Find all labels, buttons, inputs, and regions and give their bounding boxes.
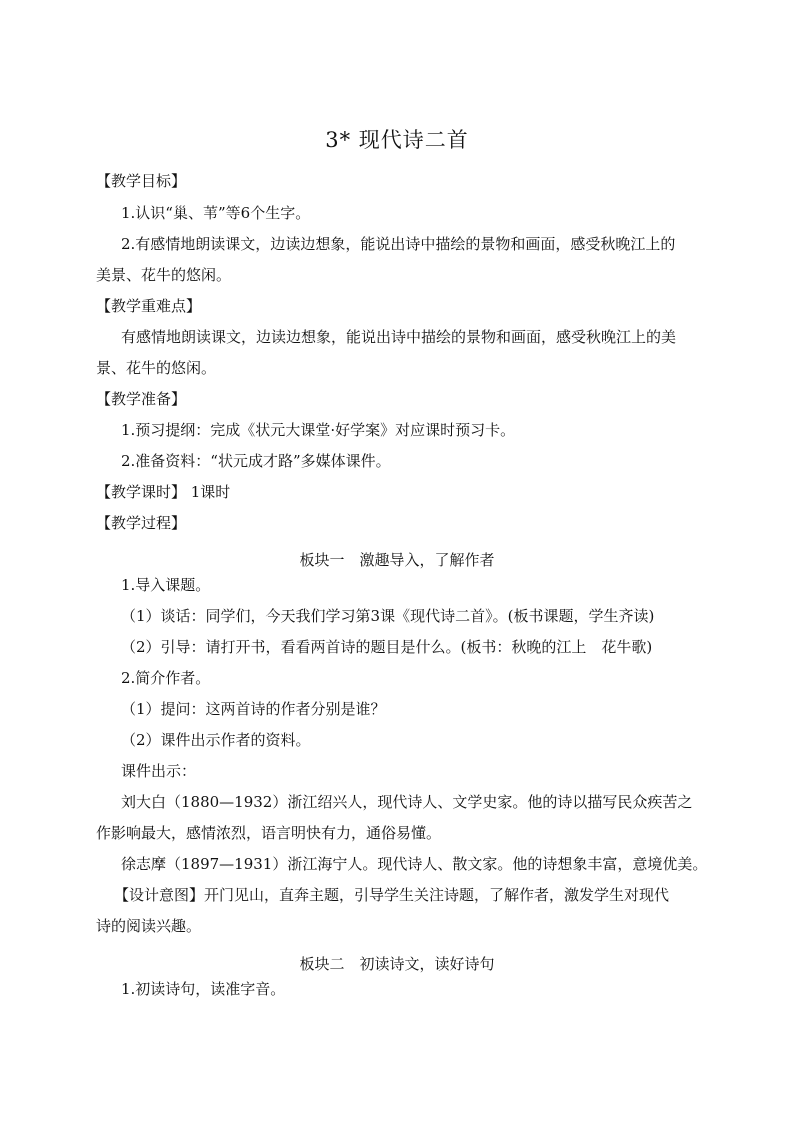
key-points-line-1: 有感情地朗读课文，边读边想象，能说出诗中描绘的景物和画面，感受秋晚江上的美 (121, 328, 677, 346)
step-2a: （1）提问：这两首诗的作者分别是谁？ (121, 700, 386, 718)
courseware-label: 课件出示： (121, 762, 197, 780)
lesson-time: 【教学课时】 1课时 (96, 483, 231, 501)
process-heading: 【教学过程】 (96, 514, 187, 532)
author-1-line-2: 作影响最大，感情浓烈，语言明快有力，通俗易懂。 (96, 824, 442, 842)
author-2: 徐志摩（1897—1931）浙江海宁人。现代诗人、散文家。他的诗想象丰富，意境优美。 (121, 855, 708, 873)
key-points-line-2: 景、花牛的悠闲。 (96, 359, 217, 377)
step-1a: （1）谈话：同学们，今天我们学习第3课《现代诗二首》。(板书课题，学生齐读) (121, 607, 655, 625)
design-intent-line-2: 诗的阅读兴趣。 (96, 917, 202, 935)
preparation-item-2: 2.准备资料：“状元成才路”多媒体课件。 (121, 452, 391, 470)
key-points-heading: 【教学重难点】 (96, 297, 202, 315)
block-1-title: 板块一 激趣导入，了解作者 (299, 551, 495, 569)
step-2b: （2）课件出示作者的资料。 (121, 731, 311, 749)
block-2-title: 板块二 初读诗文，读好诗句 (299, 955, 495, 973)
objective-item-2-line-1: 2.有感情地朗读课文，边读边想象，能说出诗中描绘的景物和画面，感受秋晚江上的 (121, 235, 676, 253)
author-1-line-1: 刘大白（1880—1932）浙江绍兴人，现代诗人、文学史家。他的诗以描写民众疾苦之 (121, 793, 693, 811)
objective-item-1: 1.认识“巢、苇”等6个生字。 (121, 204, 311, 222)
page-title: 3* 现代诗二首 (325, 128, 469, 152)
step-2: 2.简介作者。 (121, 669, 211, 687)
step-1b: （2）引导：请打开书，看看两首诗的题目是什么。(板书：秋晚的江上 花牛歌) (121, 638, 653, 656)
preparation-heading: 【教学准备】 (96, 390, 187, 408)
design-intent-line-1: 【设计意图】开门见山，直奔主题，引导学生关注诗题，了解作者，激发学生对现代 (114, 886, 670, 904)
preparation-item-1: 1.预习提纲：完成《状元大课堂·好学案》对应课时预习卡。 (121, 421, 516, 439)
objectives-heading: 【教学目标】 (96, 172, 187, 190)
step-1: 1.导入课题。 (121, 576, 211, 594)
objective-item-2-line-2: 美景、花牛的悠闲。 (96, 266, 232, 284)
step-3: 1.初读诗句，读准字音。 (121, 980, 286, 998)
